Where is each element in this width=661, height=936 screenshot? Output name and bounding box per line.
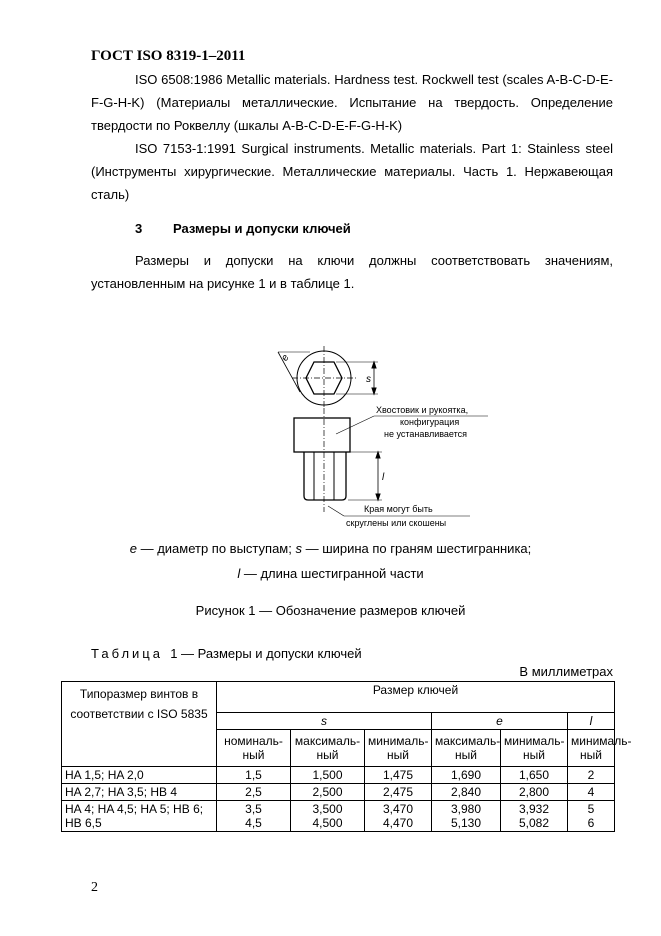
cell-e-max: 1,690 bbox=[432, 767, 501, 784]
legend-l-symbol: l bbox=[237, 566, 241, 581]
header-s-max: максималь-ный bbox=[291, 730, 365, 767]
header-l: l bbox=[568, 713, 615, 730]
dimension-s-arrow-top bbox=[372, 362, 376, 368]
dimension-s-arrow-bottom bbox=[372, 388, 376, 394]
cell-s-nominal bbox=[217, 801, 291, 832]
shank-leader bbox=[336, 416, 374, 434]
dimension-l-label: l bbox=[382, 472, 385, 483]
edges-note-line-1: Края могут быть bbox=[364, 504, 433, 514]
table-title-text: 1 — Размеры и допуски ключей bbox=[170, 646, 362, 661]
hex-key-drawing bbox=[270, 340, 500, 530]
edges-note-line-2: скруглены или скошены bbox=[346, 518, 447, 528]
table-row bbox=[62, 784, 615, 801]
header-screw-type: Типоразмер винтов в соответствии с ISO 5835 bbox=[62, 682, 217, 767]
cell-value-1: 3,5 bbox=[245, 802, 262, 816]
legend-e-symbol: e bbox=[129, 541, 137, 556]
legend-e-description: — диаметр по выступам; bbox=[136, 541, 296, 556]
cell-s-nominal: 2,5 bbox=[217, 784, 291, 801]
table-label: Таблица bbox=[91, 646, 163, 661]
header-e-min: минималь-ный bbox=[501, 730, 568, 767]
table-title bbox=[91, 646, 362, 661]
cell-s-min: 2,475 bbox=[365, 784, 432, 801]
cell-value-1: 3,500 bbox=[312, 802, 343, 816]
standard-header: ГОСТ ISO 8319-1–2011 bbox=[91, 48, 246, 64]
cell-s-min bbox=[365, 801, 432, 832]
cell-s-max: 2,500 bbox=[291, 784, 365, 801]
page-number: 2 bbox=[91, 880, 98, 895]
dimension-l-arrow-bottom bbox=[376, 494, 380, 500]
shank-note-line-1: Хвостовик и рукоятка, bbox=[376, 405, 469, 415]
header-s-nominal: номиналь-ный bbox=[217, 730, 291, 767]
header-s-min: минималь-ный bbox=[365, 730, 432, 767]
cell-value-2: 6 bbox=[587, 816, 595, 830]
reference-iso-7153: ISO 7153-1:1991 Surgical instruments. Metallic materials. Part 1: Stainless steel (Инструменты хирургические. Металлические материалы. Часть 1. Нержавеющая сталь) bbox=[91, 141, 613, 202]
cell-s-max bbox=[291, 801, 365, 832]
cell-value-2: 4,5 bbox=[245, 816, 262, 830]
cell-type bbox=[62, 801, 217, 832]
cell-value-1: 3,980 bbox=[450, 802, 482, 816]
cell-s-nominal: 1,5 bbox=[217, 767, 291, 784]
reference-iso-6508: ISO 6508:1986 Metallic materials. Hardness test. Rockwell test (scales A-B-C-D-E-F-G-H-K) (Материалы металлические. Испытание на твердость. Определение твердости по Роквеллу (шкалы A-B-C-D-E-F-G-H-K) bbox=[91, 72, 613, 133]
table-units: В миллиметрах bbox=[519, 664, 613, 679]
cell-s-max: 1,500 bbox=[291, 767, 365, 784]
table-header-row-1 bbox=[62, 682, 615, 713]
legend-s-description: — ширина по граням шестигранника; bbox=[301, 541, 532, 556]
header-e: e bbox=[432, 713, 568, 730]
cell-e-min: 1,650 bbox=[501, 767, 568, 784]
cell-e-min: 2,800 bbox=[501, 784, 568, 801]
shank-note-line-2: конфигурация bbox=[400, 417, 460, 427]
header-s: s bbox=[217, 713, 432, 730]
cell-value-1: 5 bbox=[587, 802, 595, 816]
header-key-size: Размер ключей bbox=[217, 682, 615, 713]
cell-value-2: 5,082 bbox=[518, 816, 550, 830]
section-number: 3 bbox=[135, 221, 143, 236]
cell-s-min: 1,475 bbox=[365, 767, 432, 784]
cell-e-min bbox=[501, 801, 568, 832]
legend-s-symbol: s bbox=[295, 541, 302, 556]
cell-l-min: 2 bbox=[568, 767, 615, 784]
header-l-min: минималь-ный bbox=[568, 730, 615, 767]
key-hex-portion bbox=[304, 452, 346, 500]
figure-caption: Рисунок 1 — Обозначение размеров ключей bbox=[195, 603, 466, 618]
edges-leader bbox=[328, 506, 344, 516]
cell-type-line-1: HA 4; HA 4,5; HA 5; HB 6; bbox=[65, 802, 204, 816]
table-row bbox=[62, 767, 615, 784]
cell-value-1: 3,470 bbox=[382, 802, 414, 816]
figure-legend-line-1 bbox=[0, 541, 661, 556]
cell-value-2: 4,500 bbox=[312, 816, 343, 830]
cell-e-max bbox=[432, 801, 501, 832]
section-title: Размеры и допуски ключей bbox=[173, 221, 351, 236]
section-heading bbox=[135, 221, 351, 236]
cell-e-max: 2,840 bbox=[432, 784, 501, 801]
cell-type: HA 2,7; HA 3,5; HB 4 bbox=[62, 784, 217, 801]
key-shank bbox=[294, 418, 350, 452]
dimension-e-label: e bbox=[279, 352, 292, 364]
cell-value-2: 4,470 bbox=[382, 816, 414, 830]
cell-l-min: 4 bbox=[568, 784, 615, 801]
header-e-max: максималь-ный bbox=[432, 730, 501, 767]
cell-value-2: 5,130 bbox=[450, 816, 482, 830]
figure-legend-line-2 bbox=[0, 566, 661, 581]
dimension-l-arrow-top bbox=[376, 452, 380, 458]
section-paragraph: Размеры и допуски на ключи должны соответствовать значениям, установленным на рисунке 1 и в таблице 1. bbox=[91, 253, 613, 291]
table-row bbox=[62, 801, 615, 832]
legend-l-description: — длина шестигранной части bbox=[240, 566, 424, 581]
dimensions-table bbox=[61, 681, 632, 832]
dimension-s-label: s bbox=[366, 374, 371, 385]
cell-type: HA 1,5; HA 2,0 bbox=[62, 767, 217, 784]
shank-note-line-3: не устанавливается bbox=[384, 429, 468, 439]
cell-type-line-2: HB 6,5 bbox=[65, 816, 102, 830]
cell-l-min bbox=[568, 801, 615, 832]
cell-value-1: 3,932 bbox=[518, 802, 550, 816]
